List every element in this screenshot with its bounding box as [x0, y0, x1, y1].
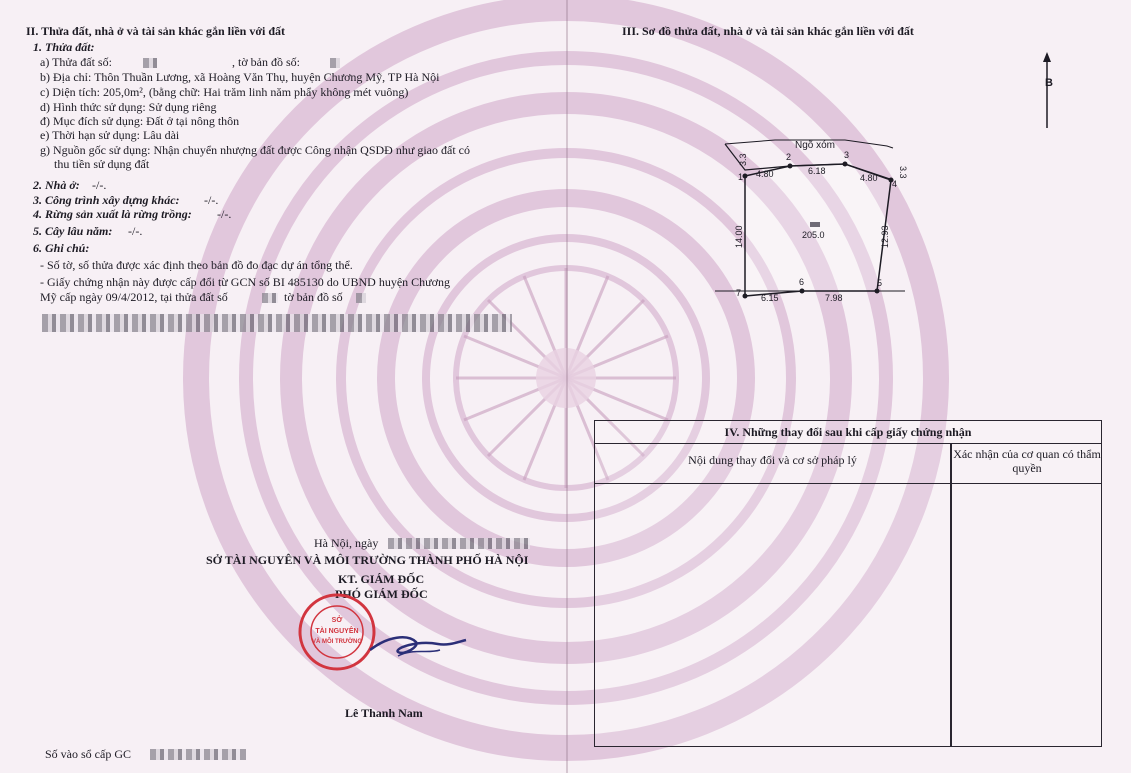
vertex-5 [875, 289, 880, 294]
redacted-date [388, 538, 530, 549]
section-2-title: II. Thửa đất, nhà ở và tài sản khác gắn liền với đất [26, 24, 286, 38]
use-form-line: d) Hình thức sử dụng: Sử dụng riêng [40, 100, 217, 114]
redacted-parcel-id [810, 222, 820, 227]
redacted-line [42, 314, 512, 332]
book-number-label: Số vào sổ cấp GC [45, 747, 131, 761]
origin-line-1: g) Nguồn gốc sử dụng: Nhận chuyển nhượng đất được Công nhận QSDĐ như giao đất có [40, 143, 470, 157]
svg-text:TÀI NGUYÊN: TÀI NGUYÊN [315, 628, 359, 635]
changes-table-header [595, 443, 1101, 484]
parcel-diagram [715, 48, 1060, 308]
vertex-1 [743, 174, 748, 179]
item-3-title: 3. Công trình xây dựng khác: [33, 193, 180, 207]
vertex-label-3: 3 [844, 150, 850, 160]
road-label: Ngõ xóm [795, 140, 836, 151]
signature [368, 628, 468, 668]
issuing-agency: SỞ TÀI NGUYÊN VÀ MÔI TRƯỜNG THÀNH PHỐ HÀ NỘI [206, 553, 529, 567]
signer-name: Lê Thanh Nam [345, 706, 423, 720]
edge-length-3-4: 4.80 [860, 173, 878, 183]
north-label: B [1045, 77, 1053, 89]
svg-text:SỞ: SỞ [331, 617, 343, 624]
note-2-map-label: tờ bản đồ số [284, 290, 343, 304]
item-2-value: -/-. [92, 178, 107, 192]
column-header-confirmation: Xác nhận của cơ quan có thẩm quyền [953, 447, 1101, 475]
item-1-title: 1. Thửa đất: [33, 40, 95, 54]
changes-table [594, 420, 1102, 747]
item-4-title: 4. Rừng sản xuất là rừng trồng: [33, 207, 192, 221]
redacted-parcel-number [143, 58, 157, 68]
sign-place-date: Hà Nội, ngày [314, 536, 379, 550]
edge-length-2-3: 6.18 [808, 166, 826, 176]
item-2-title: 2. Nhà ở: [33, 178, 80, 192]
edge-length-6-7: 6.15 [761, 293, 779, 303]
parcel-area-label: 205.0 [802, 230, 825, 240]
item-6-title: 6. Ghi chú: [33, 241, 90, 255]
signer-role: PHÓ GIÁM ĐỐC [335, 587, 428, 601]
svg-text:VÀ MÔI TRƯỜNG: VÀ MÔI TRƯỜNG [311, 639, 363, 645]
offset-left: 3.3 [738, 153, 748, 166]
address-line: b) Địa chỉ: Thôn Thuần Lương, xã Hoàng Văn Thụ, huyện Chương Mỹ, TP Hà Nội [40, 70, 440, 84]
vertex-label-7: 7 [736, 288, 742, 298]
item-3-value: -/-. [204, 193, 219, 207]
note-2-line-1: - Giấy chứng nhận này được cấp đổi từ GCN số BI 485130 do UBND huyện Chương [40, 275, 450, 289]
vertex-3 [843, 162, 848, 167]
edge-length-7-1: 14.00 [734, 225, 744, 248]
item-5-title: 5. Cây lâu năm: [33, 224, 113, 238]
vertex-label-1: 1 [738, 172, 744, 182]
edge-length-1-2: 4.80 [756, 169, 774, 179]
edge-length-5-6: 7.98 [825, 293, 843, 303]
vertex-label-2: 2 [786, 152, 792, 162]
vertex-label-4: 4 [892, 179, 898, 189]
vertex-label-5: 5 [877, 278, 883, 288]
edge-length-4-5: 12.93 [880, 225, 890, 248]
section-3-title: III. Sơ đồ thửa đất, nhà ở và tài sản khác gắn liền với đất [622, 24, 914, 38]
item-5-value: -/-. [128, 224, 143, 238]
item-4-value: -/-. [217, 207, 232, 221]
vertex-7 [743, 294, 748, 299]
redacted-old-parcel [262, 293, 278, 303]
vertex-label-6: 6 [799, 277, 805, 287]
parcel-number-label: a) Thửa đất số: [40, 55, 112, 69]
signer-kt-title: KT. GIÁM ĐỐC [338, 572, 425, 586]
origin-line-2: thu tiền sử dụng đất [54, 157, 150, 171]
redacted-map-sheet [330, 58, 340, 68]
map-sheet-label: , tờ bản đồ số: [232, 55, 301, 69]
page-fold [566, 0, 568, 773]
area-line: c) Diện tích: 205,0m², (bằng chữ: Hai trăm linh năm phẩy không mét vuông) [40, 85, 409, 99]
vertex-2 [788, 164, 793, 169]
section-4-title: IV. Những thay đổi sau khi cấp giấy chứng nhận [595, 421, 1101, 444]
offset-right: 3.3 [898, 166, 908, 179]
redacted-book-number [150, 749, 246, 760]
use-term-line: e) Thời hạn sử dụng: Lâu dài [40, 128, 180, 142]
column-header-changes: Nội dung thay đổi và cơ sở pháp lý [688, 453, 857, 467]
column-divider [950, 443, 952, 746]
note-1: - Số tờ, số thửa được xác định theo bản đồ đo đạc dự án tổng thể. [40, 258, 353, 272]
redacted-old-map [356, 293, 366, 303]
vertex-6 [800, 289, 805, 294]
note-2-line-2: Mỹ cấp ngày 09/4/2012, tại thửa đất số [40, 290, 228, 304]
use-purpose-line: đ) Mục đích sử dụng: Đất ở tại nông thôn [40, 114, 240, 128]
north-arrow-icon [1043, 52, 1051, 62]
